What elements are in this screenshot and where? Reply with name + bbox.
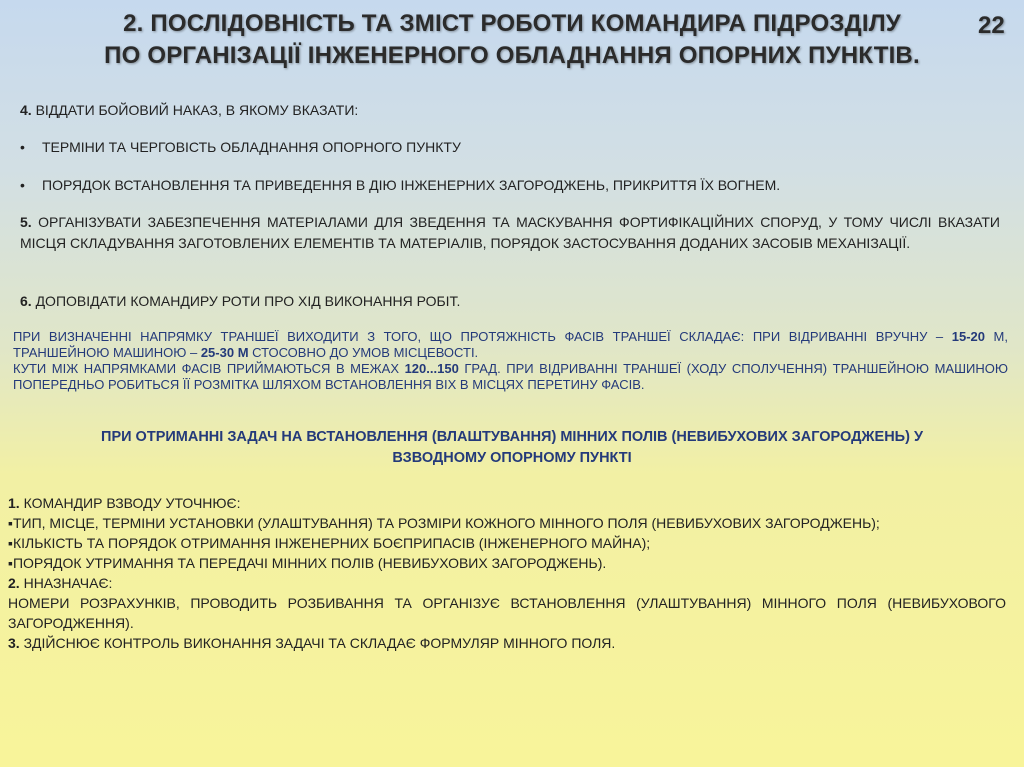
note-text: ГРАД. ПРИ ВІДРИВАННІ ТРАНШЕЇ (ХОДУ СПОЛУЧЕННЯ) ТРАНШЕЙНОЮ МАШИНОЮ ПОПЕРЕДНЬО РОБИТЬСЯ ЇЇ РОЗМІТКА ШЛЯХОМ ВСТАНОВЛЕННЯ ВІХ В МІСЦЯХ ПЕРЕТИНУ ФАСІВ. [13,361,1008,392]
mines-heading-line-1: ПРИ ОТРИМАННІ ЗАДАЧ НА ВСТАНОВЛЕННЯ (ВЛАШТУВАННЯ) МІННИХ ПОЛІВ (НЕВИБУХОВИХ ЗАГОРОДЖЕНЬ) У [101,429,923,445]
section-5-number: 5. [20,214,32,230]
mines-sub-bullet: ▪ПОРЯДОК УТРИМАННЯ ТА ПЕРЕДАЧІ МІННИХ ПОЛІВ (НЕВИБУХОВИХ ЗАГОРОДЖЕНЬ). [8,555,607,571]
section-6-text: ДОПОВІДАТИ КОМАНДИРУ РОТИ ПРО ХІД ВИКОНАННЯ РОБІТ. [31,293,461,309]
trench-note-paragraph-2 [13,361,1008,393]
mines-item-2-detail: НОМЕРИ РОЗРАХУНКІВ, ПРОВОДИТЬ РОЗБИВАННЯ ТА ОРГАНІЗУЄ ВСТАНОВЛЕННЯ (УЛАШТУВАННЯ) МІННОГО ПОЛЯ (НЕВИБУХОВОГО ЗАГОРОДЖЕННЯ). [8,595,1006,631]
item-number: 1. [8,495,20,511]
mines-item-1 [8,493,1006,513]
slide-title [0,8,1024,72]
mines-sub-bullet: ▪КІЛЬКІСТЬ ТА ПОРЯДОК ОТРИМАННЯ ІНЖЕНЕРНИХ БОЄПРИПАСІВ (ІНЖЕНЕРНОГО МАЙНА); [8,535,651,551]
note-text: СТОСОВНО ДО УМОВ МІСЦЕВОСТІ. [248,345,479,360]
slide-title-line-2: ПО ОРГАНІЗАЦІЇ ІНЖЕНЕРНОГО ОБЛАДНАННЯ ОПОРНИХ ПУНКТІВ. [104,42,920,69]
mines-heading-line-2: ВЗВОДНОМУ ОПОРНОМУ ПУНКТІ [392,450,632,466]
trench-note-paragraph-1 [13,329,1008,361]
mines-sub-bullet: ▪ТИП, МІСЦЕ, ТЕРМІНИ УСТАНОВКИ (УЛАШТУВАННЯ) ТА РОЗМІРИ КОЖНОГО МІННОГО ПОЛЯ (НЕВИБУХОВИХ ЗАГОРОДЖЕНЬ); [8,515,880,531]
note-value: 25-30 М [200,345,249,360]
mines-heading [12,427,1012,469]
trench-note [13,329,1008,393]
section-4 [20,100,358,121]
bullet-text: ПОРЯДОК ВСТАНОВЛЕННЯ ТА ПРИВЕДЕННЯ В ДІЮ ІНЖЕНЕРНИХ ЗАГОРОДЖЕНЬ, ПРИКРИТТЯ ЇХ ВОГНЕМ. [42,177,781,193]
section-4-bullet [20,137,461,158]
mines-list [8,493,1006,653]
bullet-dot: • [20,177,25,193]
slide-title-line-1: 2. ПОСЛІДОВНІСТЬ ТА ЗМІСТ РОБОТИ КОМАНДИРА ПІДРОЗДІЛУ [123,10,901,37]
item-number: 2. [8,575,20,591]
page-number: 22 [978,12,1005,39]
mines-item-3 [8,633,1006,653]
section-4-number: 4. [20,102,32,118]
section-5-text: ОРГАНІЗУВАТИ ЗАБЕЗПЕЧЕННЯ МАТЕРІАЛАМИ ДЛЯ ЗВЕДЕННЯ ТА МАСКУВАННЯ ФОРТИФІКАЦІЙНИХ СПОРУД, У ТОМУ ЧИСЛІ ВКАЗАТИ МІСЦЯ СКЛАДУВАННЯ ЗАГОТОВЛЕНИХ ЕЛЕМЕНТІВ ТА МАТЕРІАЛІВ, ПОРЯДОК ЗАСТОСУВАННЯ ДОДАНИХ ЗАСОБІВ МЕХАНІЗАЦІЇ. [20,214,1000,251]
item-text: ЗДІЙСНЮЄ КОНТРОЛЬ ВИКОНАННЯ ЗАДАЧІ ТА СКЛАДАЄ ФОРМУЛЯР МІННОГО ПОЛЯ. [19,635,616,651]
bullet-dot: • [20,139,25,155]
section-5 [20,212,1000,254]
item-number: 3. [8,635,20,651]
section-6 [20,291,460,312]
note-text: КУТИ МІЖ НАПРЯМКАМИ ФАСІВ ПРИЙМАЮТЬСЯ В МЕЖАХ [13,361,405,376]
note-text: ПРИ ВИЗНАЧЕННІ НАПРЯМКУ ТРАНШЕЇ ВИХОДИТИ З ТОГО, ЩО ПРОТЯЖНІСТЬ ФАСІВ ТРАНШЕЇ СКЛАДАЄ: ПРИ ВІДРИВАННІ ВРУЧНУ – [13,329,952,344]
note-value: 15-20 [951,329,985,344]
section-4-text: ВІДДАТИ БОЙОВИЙ НАКАЗ, В ЯКОМУ ВКАЗАТИ: [31,102,359,118]
item-text: ННАЗНАЧАЄ: [19,575,113,591]
item-text: КОМАНДИР ВЗВОДУ УТОЧНЮЄ: [19,495,241,511]
bullet-text: ТЕРМІНИ ТА ЧЕРГОВІСТЬ ОБЛАДНАННЯ ОПОРНОГО ПУНКТУ [42,139,461,155]
note-text: М, ТРАНШЕЙНОЮ МАШИНОЮ – [13,329,1008,360]
mines-item-2 [8,573,1006,593]
section-6-number: 6. [20,293,32,309]
note-value: 120...150 [404,361,459,376]
section-4-bullet [20,175,780,196]
